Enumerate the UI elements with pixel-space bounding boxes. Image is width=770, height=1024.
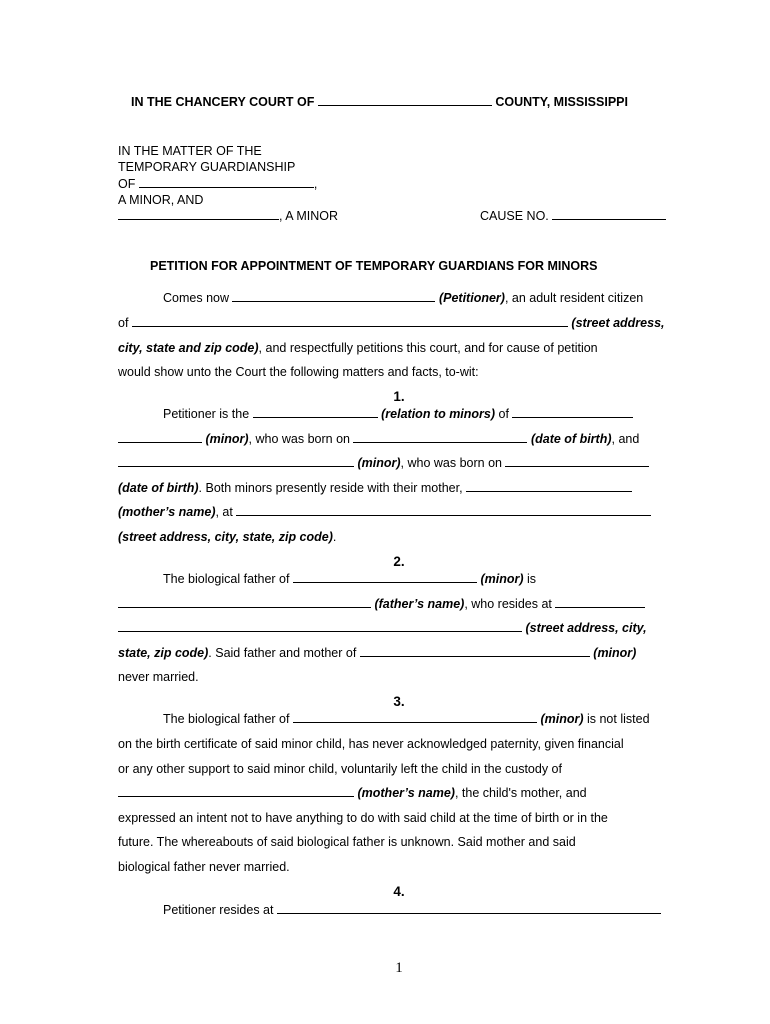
text: , who was born on [248, 432, 350, 446]
cause-number [480, 208, 666, 224]
county-blank[interactable] [318, 94, 492, 106]
text: The biological father of [163, 712, 290, 726]
fathers-name-label: (father’s name) [374, 597, 465, 611]
petitioner-blank[interactable] [232, 290, 435, 302]
second-minor-blank[interactable] [118, 208, 279, 220]
s2-line-1 [163, 571, 536, 587]
minor-blank[interactable] [293, 711, 537, 723]
text: , the child's mother, and [454, 786, 587, 800]
dob-label: (date of birth) [118, 481, 199, 495]
father-address-blank-b[interactable] [118, 620, 522, 632]
text: Comes now [163, 291, 229, 305]
matter-line-1: IN THE MATTER OF THE [118, 144, 262, 158]
father-name-blank[interactable] [118, 596, 371, 608]
relation-blank[interactable] [253, 406, 378, 418]
text: . Both minors presently reside with their mother, [198, 481, 463, 495]
minor-name-blank-1a[interactable] [512, 406, 633, 418]
court-prefix: IN THE CHANCERY COURT OF [131, 95, 315, 109]
s3-line-7: biological father never married. [118, 860, 290, 874]
minor-label: (minor) [205, 432, 249, 446]
s2-line-5: never married. [118, 670, 199, 684]
minor-label: (minor) [593, 646, 637, 660]
court-heading [131, 94, 628, 110]
text: , who resides at [464, 597, 552, 611]
dob-blank-1[interactable] [353, 431, 527, 443]
s1-line-5 [118, 504, 651, 520]
text: Petitioner is the [163, 407, 250, 421]
text: , and respectfully petitions this court, and for cause of petition [258, 341, 598, 355]
s4-line-1 [163, 902, 661, 918]
mother-name-blank[interactable] [118, 785, 354, 797]
text: of [498, 407, 509, 421]
s3-line-2: on the birth certificate of said minor child, has never acknowledged paternity, given financial [118, 737, 624, 751]
s3-line-1 [163, 711, 650, 727]
minor-label: (minor) [480, 572, 524, 586]
matter-line-2: TEMPORARY GUARDIANSHIP [118, 160, 296, 174]
text: . Said father and mother of [208, 646, 357, 660]
document-title: PETITION FOR APPOINTMENT OF TEMPORARY GUARDIANS FOR MINORS [150, 259, 598, 273]
state-zip-label: state, zip code) [118, 646, 209, 660]
petitioner-label: (Petitioner) [438, 291, 505, 305]
s3-line-3: or any other support to said minor child, voluntarily left the child in the custody of [118, 762, 562, 776]
relation-label: (relation to minors) [381, 407, 496, 421]
street-city-label: (street address, city, [525, 621, 647, 635]
a-minor-label: , A MINOR [279, 209, 339, 223]
text: , who was born on [400, 456, 502, 470]
city-state-zip-label: city, state and zip code) [118, 341, 259, 355]
minor-name-blank-2[interactable] [118, 455, 354, 467]
text: , an adult resident citizen [504, 291, 644, 305]
text: , at [215, 505, 233, 519]
guardianship-name-blank[interactable] [139, 176, 314, 188]
section-number-1: 1. [393, 389, 405, 404]
text: of [118, 316, 129, 330]
minor-label: (minor) [357, 456, 401, 470]
intro-line-4: would show unto the Court the following matters and facts, to-wit: [118, 365, 479, 379]
text: is [526, 572, 537, 586]
minor-blank[interactable] [293, 571, 477, 583]
matter-line-4: A MINOR, AND [118, 193, 204, 207]
mothers-name-label: (mother’s name) [357, 786, 455, 800]
s1-line-3 [118, 455, 649, 471]
s1-line-1 [163, 406, 633, 422]
s2-line-2 [118, 596, 645, 612]
section-number-2: 2. [393, 554, 405, 569]
page-number: 1 [395, 960, 403, 976]
section-number-4: 4. [393, 884, 405, 899]
mother-address-blank[interactable] [236, 504, 651, 516]
s3-line-6: future. The whereabouts of said biological father is unknown. Said mother and said [118, 835, 576, 849]
matter-line-5 [118, 208, 338, 224]
dob-blank-2[interactable] [505, 455, 649, 467]
intro-line-3 [118, 340, 598, 356]
s2-line-3 [118, 620, 647, 636]
s3-line-5: expressed an intent not to have anything to do with said child at the time of birth or in the [118, 811, 608, 825]
s1-line-4 [118, 480, 632, 496]
cause-no-label: CAUSE NO. [480, 209, 549, 223]
text: is not listed [586, 712, 650, 726]
text: Petitioner resides at [163, 903, 274, 917]
mothers-name-label: (mother’s name) [118, 505, 216, 519]
comma: , [313, 177, 318, 191]
of-label: OF [118, 177, 136, 191]
court-suffix: COUNTY, MISSISSIPPI [495, 95, 628, 109]
mother-name-blank[interactable] [466, 480, 632, 492]
address-blank[interactable] [132, 315, 568, 327]
minor-blank-2[interactable] [360, 645, 590, 657]
text: The biological father of [163, 572, 290, 586]
matter-line-3 [118, 176, 317, 192]
petitioner-address-blank[interactable] [277, 902, 661, 914]
father-address-blank-a[interactable] [555, 596, 645, 608]
s2-line-4 [118, 645, 636, 661]
minor-name-blank-1b[interactable] [118, 431, 202, 443]
street-address-label: (street address, [571, 316, 665, 330]
cause-no-blank[interactable] [552, 208, 666, 220]
intro-line-2 [118, 315, 665, 331]
section-number-3: 3. [393, 694, 405, 709]
s3-line-4 [118, 785, 587, 801]
text: . [332, 530, 337, 544]
street-label: (street address, city, state, zip code) [118, 530, 333, 544]
minor-label: (minor) [540, 712, 584, 726]
s1-line-6 [118, 529, 336, 545]
s1-line-2 [118, 431, 639, 447]
intro-line-1 [163, 290, 643, 306]
text: , and [611, 432, 640, 446]
dob-label: (date of birth) [530, 432, 612, 446]
